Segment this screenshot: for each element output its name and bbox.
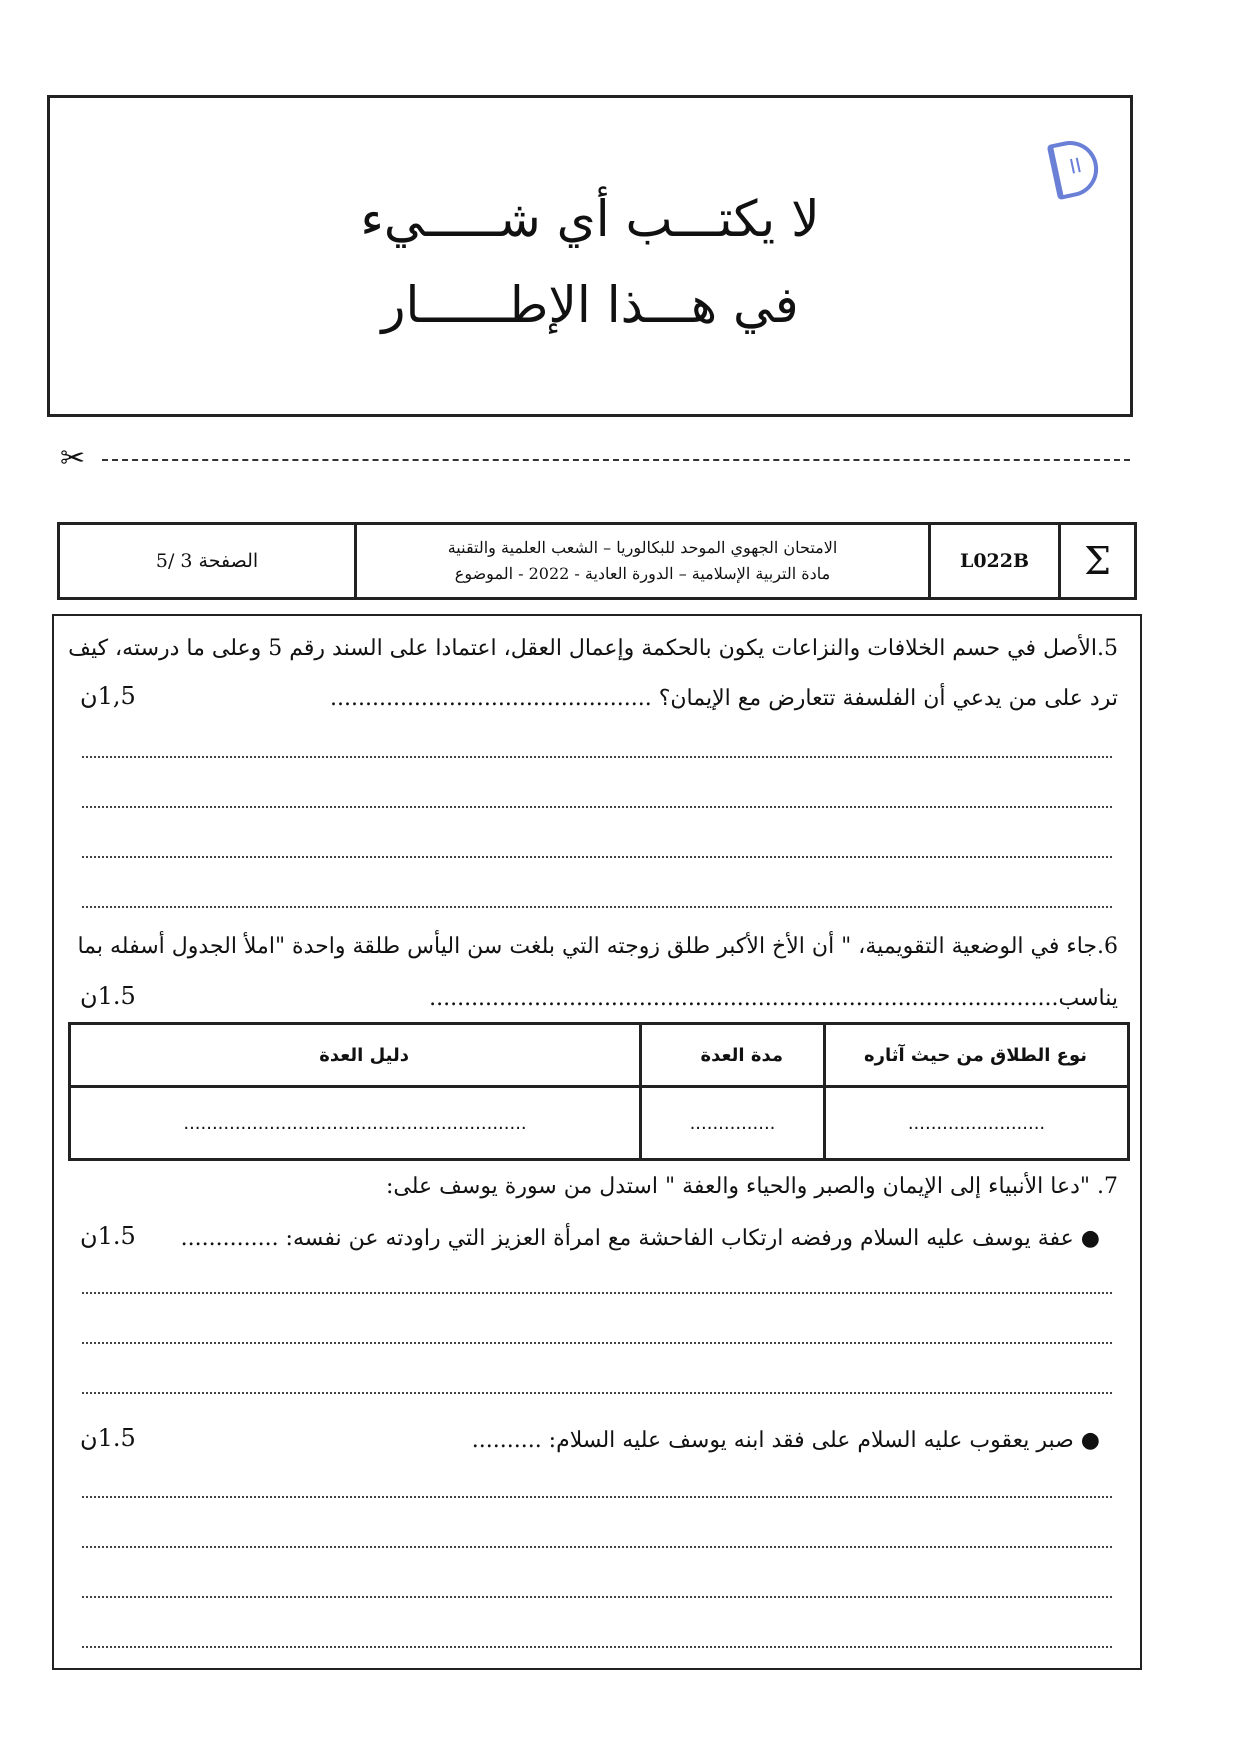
q6-line-1: 6.جاء في الوضعية التقويمية، " أن الأخ الأكبر طلق زوجته التي بلغت سن اليأس طلقة واحدة "املأ الجدول أسفله بما (77, 934, 1118, 959)
q7-item-2: ● صبر يعقوب عليه السلام على فقد ابنه يوسف عليه السلام: .......... (471, 1428, 1100, 1453)
answer-line[interactable] (82, 1292, 1112, 1294)
cut-line (60, 441, 1130, 476)
answer-line[interactable] (82, 1546, 1112, 1548)
exam-title-line-1: الامتحان الجهوي الموحد للبكالوريا – الشعب العلمية والتقنية (447, 538, 838, 557)
cell-divorce-type[interactable]: ........................ (825, 1087, 1129, 1160)
no-write-line-2: في هـــذا الإطــــــار (381, 276, 799, 334)
q7-item-2-text: صبر يعقوب عليه السلام على فقد ابنه يوسف عليه السلام: .......... (471, 1428, 1074, 1453)
q6-score: 1.5ن (80, 982, 136, 1010)
q7-score-2: 1.5ن (80, 1424, 136, 1452)
sigma-icon: Σ (1058, 525, 1134, 597)
answer-line[interactable] (82, 1596, 1112, 1598)
q7-item-1-text: عفة يوسف عليه السلام ورفضه ارتكاب الفاحشة مع امرأة العزيز التي راودته عن نفسه: .............. (180, 1226, 1074, 1251)
answer-line[interactable] (82, 1342, 1112, 1344)
answer-line[interactable] (82, 1392, 1112, 1394)
answer-line[interactable] (82, 906, 1112, 908)
exam-title (354, 525, 928, 597)
scissors-icon: ✂ (60, 441, 86, 476)
iddah-table (68, 1022, 1130, 1161)
no-write-frame (47, 95, 1133, 417)
cell-iddah-duration[interactable]: ............... (641, 1087, 825, 1160)
no-write-line-1: لا يكتـــب أي شـــــيء (360, 190, 820, 248)
exam-title-line-2: مادة التربية الإسلامية – الدورة العادية - 2022 - الموضوع (454, 564, 831, 583)
q7-score-1: 1.5ن (80, 1222, 136, 1250)
q5-score: 1,5ن (80, 682, 136, 710)
q7-item-1: ● عفة يوسف عليه السلام ورفضه ارتكاب الفاحشة مع امرأة العزيز التي راودته عن نفسه: .............. (180, 1226, 1100, 1251)
answer-line[interactable] (82, 1646, 1112, 1648)
page-number: الصفحة 3 /5 (155, 550, 259, 572)
stamp-mark: II (1067, 152, 1084, 179)
col-iddah-evidence: دليل العدة (70, 1024, 641, 1087)
answer-line[interactable] (82, 1496, 1112, 1498)
q6-line-2: يناسب.......................................................................................... (429, 986, 1118, 1011)
q7-line-1: 7. "دعا الأنبياء إلى الإيمان والصبر والحياء والعفة " استدل من سورة يوسف على: (385, 1174, 1118, 1199)
q5-line-2: ترد على من يدعي أن الفلسفة تتعارض مع الإيمان؟ .............................................. (330, 686, 1118, 711)
table-header-row (70, 1024, 1129, 1087)
cell-iddah-evidence[interactable]: ............................................................ (70, 1087, 641, 1160)
exam-header (57, 522, 1137, 600)
exam-code: L022B (928, 525, 1058, 597)
answer-line[interactable] (82, 806, 1112, 808)
table-row (70, 1087, 1129, 1160)
col-divorce-type: نوع الطلاق من حيث آثاره (825, 1024, 1129, 1087)
answer-line[interactable] (82, 756, 1112, 758)
answer-line[interactable] (82, 856, 1112, 858)
dashed-line (102, 459, 1130, 461)
q5-line-1: 5.الأصل في حسم الخلافات والنزاعات يكون بالحكمة وإعمال العقل، اعتمادا على السند رقم 5 وعلى ما درسته، كيف (68, 636, 1118, 661)
col-iddah-duration: مدة العدة (641, 1024, 825, 1087)
